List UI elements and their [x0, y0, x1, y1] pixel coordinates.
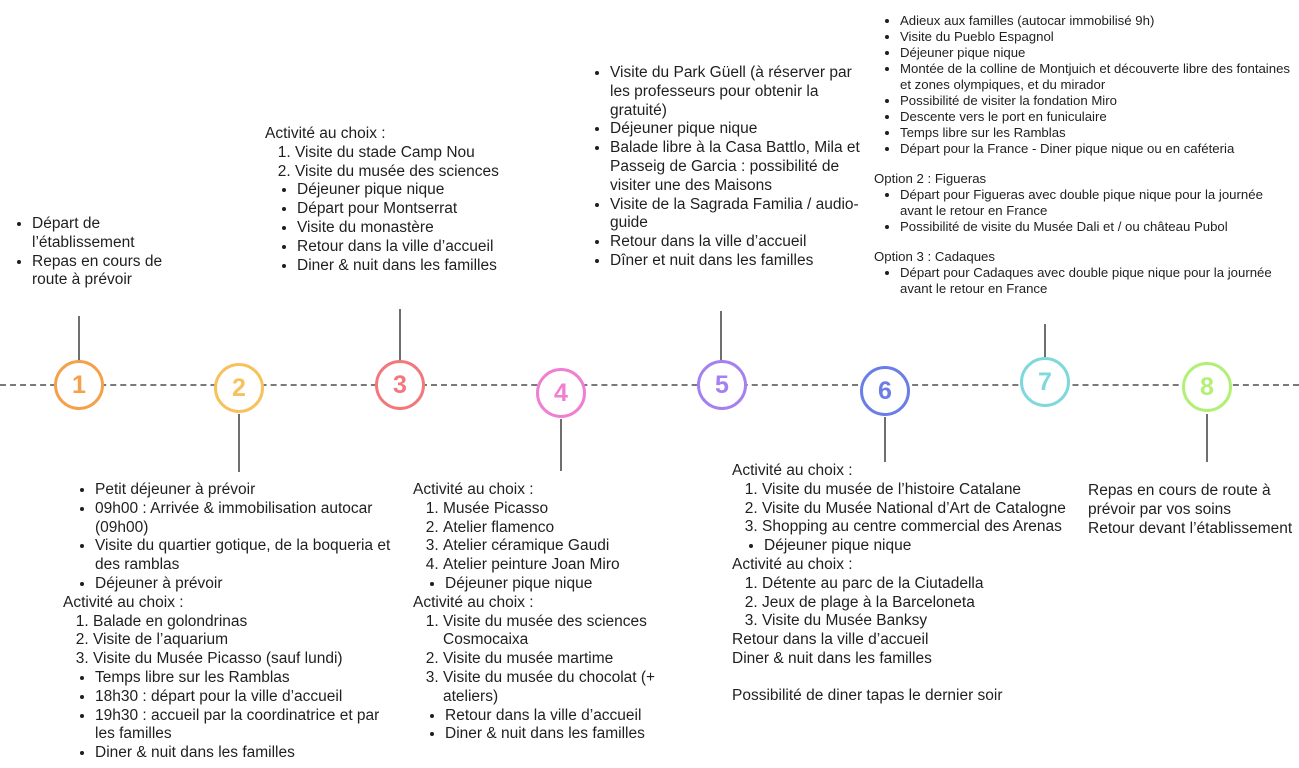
list-item: • Départ pour la France - Diner pique nique ou en caféteria: [900, 141, 1294, 157]
return-note: Retour devant l’établissement: [1088, 519, 1293, 537]
list-item: • Diner & nuit dans les familles: [297, 257, 555, 276]
day-1-details: [0, 215, 200, 290]
list-item: 2. Visite du musée martime: [443, 650, 703, 669]
list-item: 1. Détente au parc de la Ciutadella: [762, 575, 1077, 594]
list-item: • Petit déjeuner à prévoir: [95, 481, 393, 500]
list-item: • Diner & nuit dans les familles: [95, 744, 393, 763]
list-item: 3. Shopping au centre commercial des Arenas: [762, 518, 1077, 537]
list-item: 1. Musée Picasso: [443, 500, 703, 519]
list-item: • Repas en cours de route à prévoir: [32, 253, 200, 291]
list-item: • Dîner et nuit dans les familles: [610, 252, 870, 271]
list-item: • Retour dans la ville d’accueil: [297, 238, 555, 257]
overnight-line: Diner & nuit dans les familles: [732, 649, 932, 667]
step-5-circle: 5: [697, 360, 747, 410]
list-item: • Visite du Park Güell (à réserver par les professeurs pour obtenir la gratuité): [610, 64, 870, 120]
list-item: 2. Visite du Musée National d’Art de Catalogne: [762, 500, 1077, 519]
option-3-title: Option 3 : Cadaques: [874, 249, 995, 264]
list-item: 3. Visite du musée du chocolat (+ ateliers): [443, 669, 703, 707]
list-item: 2. Visite de l’aquarium: [93, 631, 393, 650]
day-5-details: [578, 64, 870, 271]
list-item: 3. Visite du Musée Banksy: [762, 612, 1077, 631]
connector-4: [560, 419, 562, 471]
list-item: 1. Visite du musée de l’histoire Catalane: [762, 481, 1077, 500]
choice-title: Activité au choix :: [63, 593, 184, 611]
choice-title: Activité au choix :: [732, 555, 853, 573]
connector-3: [399, 309, 401, 362]
list-item: • Visite de la Sagrada Familia / audio-guide: [610, 196, 870, 234]
list-item: • Balade libre à la Casa Battlo, Mila et Passeig de Garcia : possibilité de visiter une des Maisons: [610, 139, 870, 195]
step-8-circle: 8: [1182, 362, 1232, 412]
choice-title: Activité au choix :: [413, 593, 534, 611]
list-item: • Adieux aux familles (autocar immobilisé 9h): [900, 13, 1294, 29]
list-item: • Visite du Pueblo Espagnol: [900, 29, 1294, 45]
option-2-title: Option 2 : Figueras: [874, 171, 987, 186]
list-item: 2. Jeux de plage à la Barceloneta: [762, 594, 1077, 613]
list-item: • Diner & nuit dans les familles: [445, 725, 703, 744]
step-6-circle: 6: [860, 366, 910, 416]
list-item: • Déjeuner pique nique: [297, 181, 555, 200]
step-4-circle: 4: [536, 368, 586, 418]
list-item: • Retour dans la ville d’accueil: [610, 233, 870, 252]
day-3-details: [265, 125, 555, 275]
meal-note: Repas en cours de route à prévoir par vos soins: [1088, 482, 1271, 518]
list-item: 1. Visite du musée des sciences Cosmocaixa: [443, 613, 703, 651]
step-7-circle: 7: [1020, 357, 1070, 407]
list-item: 1. Visite du stade Camp Nou: [295, 144, 555, 163]
list-item: • Temps libre sur les Ramblas: [900, 125, 1294, 141]
list-item: • Déjeuner pique nique: [445, 575, 703, 594]
list-item: 4. Atelier peinture Joan Miro: [443, 556, 703, 575]
day-2-details: [63, 481, 393, 763]
day-6-details: [732, 462, 1077, 706]
list-item: 2. Atelier flamenco: [443, 519, 703, 538]
list-item: • 19h30 : accueil par la coordinatrice et par les familles: [95, 707, 393, 745]
list-item: • Déjeuner à prévoir: [95, 575, 393, 594]
connector-2: [238, 414, 240, 472]
connector-1: [78, 316, 80, 362]
list-item: • 09h00 : Arrivée & immobilisation autocar (09h00): [95, 500, 393, 538]
list-item: 3. Atelier céramique Gaudi: [443, 537, 703, 556]
list-item: • Temps libre sur les Ramblas: [95, 669, 393, 688]
list-item: • Visite du quartier gotique, de la boqueria et des ramblas: [95, 537, 393, 575]
connector-8: [1206, 414, 1208, 462]
list-item: • Visite du monastère: [297, 219, 555, 238]
list-item: • Possibilité de visite du Musée Dali et / ou château Pubol: [900, 219, 1294, 235]
choice-title: Activité au choix :: [413, 481, 534, 498]
choice-title: Activité au choix :: [732, 462, 853, 479]
list-item: 3. Visite du Musée Picasso (sauf lundi): [93, 650, 393, 669]
step-1-circle: 1: [54, 360, 104, 410]
list-item: • Retour dans la ville d’accueil: [445, 707, 703, 726]
list-item: • Déjeuner pique nique: [764, 537, 1077, 556]
list-item: • Descente vers le port en funiculaire: [900, 109, 1294, 125]
list-item: • Départ pour Cadaques avec double pique nique pour la journée avant le retour en France: [900, 265, 1294, 297]
list-item: 2. Visite du musée des sciences: [295, 163, 555, 182]
list-item: • Montée de la colline de Montjuich et découverte libre des fontaines et zones olympiques, et du mirador: [900, 61, 1294, 93]
tapas-note: Possibilité de diner tapas le dernier soir: [732, 686, 1003, 704]
return-line: Retour dans la ville d’accueil: [732, 631, 929, 649]
day-4-details: [413, 481, 703, 744]
list-item: • Départ pour Montserrat: [297, 200, 555, 219]
list-item: • Possibilité de visiter la fondation Miro: [900, 93, 1294, 109]
list-item: • Départ de l’établissement: [32, 215, 200, 253]
choice-title: Activité au choix :: [265, 125, 386, 142]
connector-7: [1044, 324, 1046, 357]
connector-5: [720, 311, 722, 361]
day-7-details: [874, 13, 1294, 297]
day-8-details: [1088, 482, 1293, 538]
list-item: 1. Balade en golondrinas: [93, 613, 393, 632]
list-item: • Déjeuner pique nique: [610, 120, 870, 139]
timeline-line: [0, 384, 1299, 386]
list-item: • Déjeuner pique nique: [900, 45, 1294, 61]
list-item: • 18h30 : départ pour la ville d’accueil: [95, 688, 393, 707]
list-item: • Départ pour Figueras avec double pique nique pour la journée avant le retour en France: [900, 187, 1294, 219]
step-2-circle: 2: [214, 363, 264, 413]
step-3-circle: 3: [375, 360, 425, 410]
connector-6: [884, 417, 886, 462]
